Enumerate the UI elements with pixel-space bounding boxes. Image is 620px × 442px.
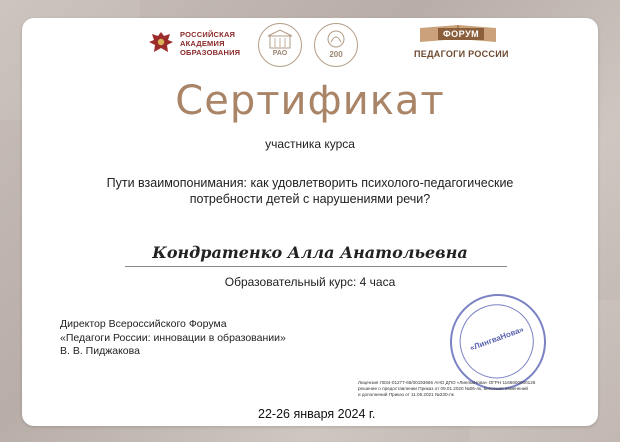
forum-logo-bottom: ПЕДАГОГИ РОССИИ (414, 49, 509, 59)
ran-logo-line: АКАДЕМИЯ (180, 39, 225, 48)
eagle-emblem-icon (146, 28, 176, 58)
course-title-line: Пути взаимопонимания: как удовлетворить психолого-педагогические (106, 176, 514, 190)
ran-logo-text (180, 30, 240, 57)
forum-logo (414, 22, 509, 68)
license-line: и дополнений Приказ от 11.06.2021 №230-лк (358, 392, 454, 397)
ran-logo-line: РОССИЙСКАЯ (180, 30, 236, 39)
license-info (358, 380, 588, 398)
license-line: решение о предоставлении Приказ от 09.01.2020 №06-лк, внесения изменений (358, 386, 528, 391)
rao-seal-label: РАО (272, 50, 288, 57)
certificate-date: 22-26 января 2024 г. (258, 407, 376, 421)
rao-seal (258, 23, 302, 67)
license-line: Лицензия Л034-01277-66/00193666 АНО ДПО «ЛингваНова» ОГРН 1166600000126 (358, 380, 536, 385)
recipient-name: Кондратенко Алла Анатольевна (152, 243, 468, 262)
course-title (22, 175, 598, 207)
director-line: «Педагоги России: инновации в образовании» (60, 331, 286, 344)
stamp-center-text: «ЛингваНова» (468, 324, 526, 353)
course-hours: Образовательный курс: 4 часа (224, 275, 396, 289)
course-title-line: потребности детей с нарушениями речи? (189, 192, 431, 206)
anniversary-seal-label: 200 (329, 50, 343, 59)
certificate-title: Сертификат (175, 78, 445, 124)
anniversary-seal (314, 23, 358, 67)
ran-logo-line: ОБРАЗОВАНИЯ (180, 48, 241, 57)
director-line: Директор Всероссийского Форума (60, 318, 227, 330)
director-line: В. В. Пиджакова (60, 345, 140, 357)
name-underline (125, 266, 507, 267)
director-signature-block (60, 318, 286, 359)
certificate-subtitle: участника курса (265, 137, 355, 151)
forum-logo-top: ФОРУМ (438, 28, 484, 40)
certificate-card (22, 18, 598, 426)
